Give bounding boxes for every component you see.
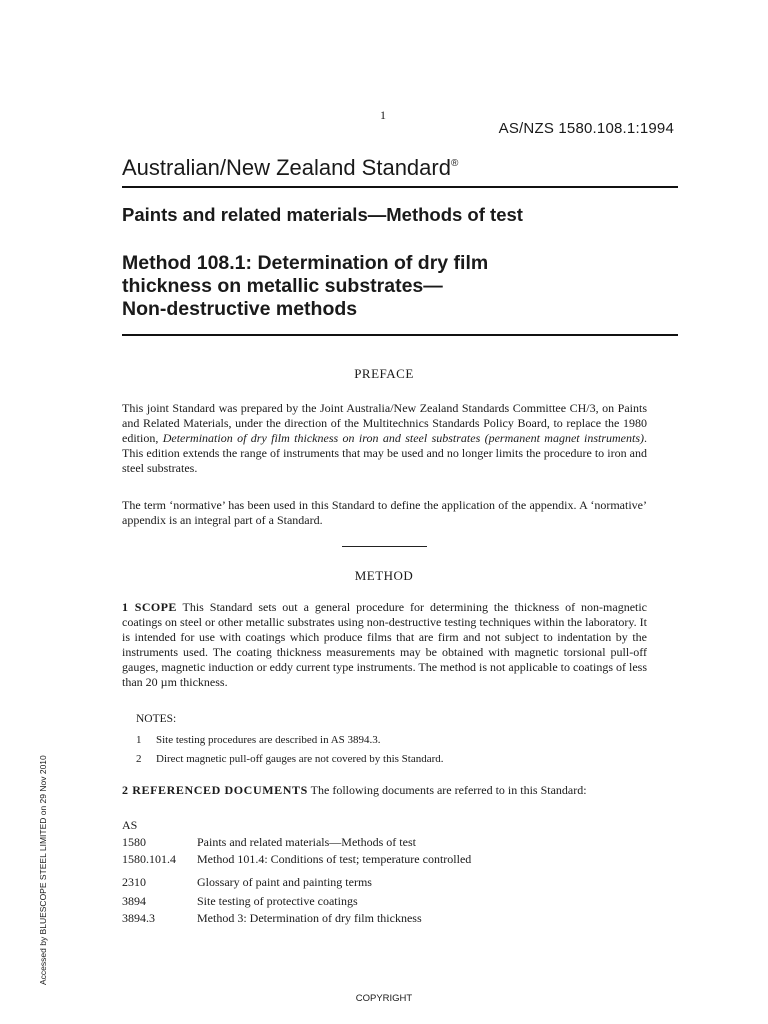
note-item: [136, 734, 381, 746]
standard-title: [122, 155, 458, 181]
reference-row: [122, 894, 642, 909]
referenced-documents-text: The following documents are referred to in this Standard:: [307, 783, 587, 797]
note-number: 2: [136, 753, 142, 765]
reference-code: 3894.3: [122, 911, 155, 925]
title-top-rule: [122, 186, 678, 188]
title-bottom-rule: [122, 334, 678, 336]
standard-number: AS/NZS 1580.108.1:1994: [498, 120, 674, 137]
reference-group-label: AS: [122, 818, 138, 832]
preface-heading: PREFACE: [354, 366, 414, 381]
referenced-documents-paragraph: [122, 783, 647, 798]
registered-mark: ®: [450, 158, 459, 169]
reference-row: [122, 835, 642, 850]
note-item: [136, 753, 444, 765]
reference-row: [122, 911, 642, 926]
preface-paragraph-1: [122, 401, 647, 476]
reference-title: Method 101.4: Conditions of test; temperature controlled: [197, 852, 472, 866]
preface-paragraph-2: The term ‘normative’ has been used in this Standard to define the application of the appendix. A ‘normative’ appendix is an integral part of a Standard.: [122, 498, 647, 527]
method-title: [122, 252, 642, 321]
method-heading: METHOD: [354, 568, 414, 583]
scope-clause-heading: 1 SCOPE: [122, 600, 177, 614]
note-number: 1: [136, 734, 142, 746]
reference-title: Method 3: Determination of dry film thickness: [197, 911, 422, 925]
method-title-line-2: thickness on metallic substrates—: [122, 275, 443, 297]
section-divider: [342, 546, 427, 547]
note-text: Direct magnetic pull-off gauges are not covered by this Standard.: [156, 753, 444, 765]
notes-title: NOTES:: [136, 713, 177, 725]
reference-code: 1580: [122, 835, 146, 849]
note-text: Site testing procedures are described in AS 3894.3.: [156, 734, 381, 746]
document-subject: Paints and related materials—Methods of test: [122, 204, 523, 225]
reference-code: 2310: [122, 875, 146, 889]
preface-para1-italic: Determination of dry film thickness on iron and steel substrates (permanent magnet instruments): [162, 431, 645, 445]
referenced-documents-heading: 2 REFERENCED DOCUMENTS: [122, 783, 308, 797]
reference-row: [122, 852, 642, 867]
scope-text: This Standard sets out a general procedure for determining the thickness of non-magnetic coatings on steel or other metallic substrates using non-destructive testing techniques within the laboratory. It is intended for use with coatings which produce films that are firm and not subject to indentation by the instruments used. The coating thickness measurements may be obtained with magnetic torsional pull-off gauges, magnetic induction or eddy current type instruments. The method is not applicable to coatings of less than 20 µm thickness.: [122, 600, 648, 689]
reference-title: Paints and related materials—Methods of test: [197, 835, 416, 849]
reference-code: 3894: [122, 894, 146, 908]
reference-title: Site testing of protective coatings: [197, 894, 358, 908]
preface-para1-text-b: . This edition extends the range of instruments that may be used and no longer limits the procedure to iron and steel substrates.: [122, 431, 648, 475]
reference-title: Glossary of paint and painting terms: [197, 875, 372, 889]
copyright-footer: COPYRIGHT: [355, 993, 413, 1004]
reference-code: 1580.101.4: [122, 852, 176, 866]
reference-row: [122, 875, 642, 890]
method-title-line-3: Non-destructive methods: [122, 298, 358, 320]
method-title-line-1: Method 108.1: Determination of dry film: [122, 252, 489, 274]
standard-title-text: Australian/New Zealand Standard: [122, 155, 451, 180]
access-watermark: Accessed by BLUESCOPE STEEL LIMITED on 29 Nov 2010: [38, 755, 48, 985]
preface-para1-text-a: This joint Standard was prepared by the Joint Australia/New Zealand Standards Committee CH/3, on Paints and Related Materials, under the direction of the Multitechnics Standards Policy Board, to replace the 1980 edition,: [122, 401, 647, 445]
page-number: 1: [380, 108, 386, 122]
scope-paragraph: [122, 600, 647, 690]
